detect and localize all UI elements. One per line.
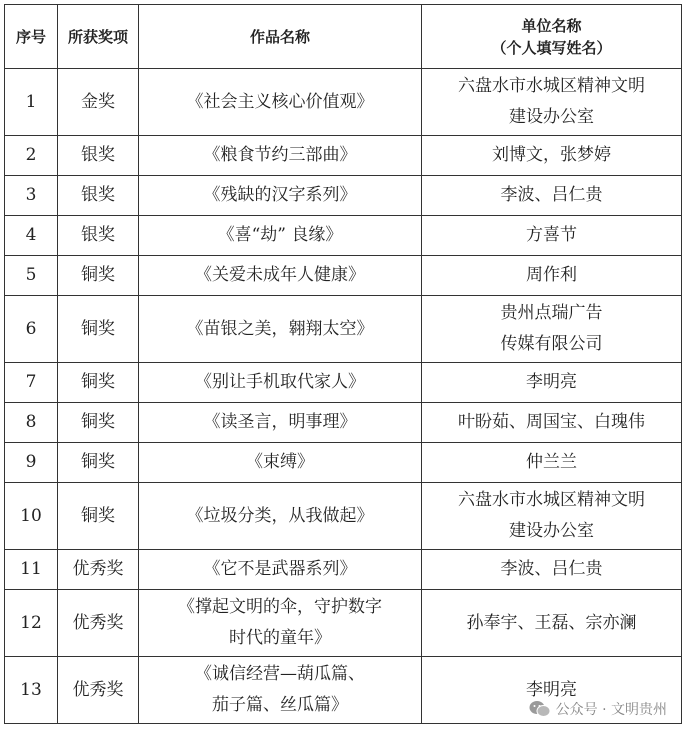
cell-unit-line: 建设办公室 <box>509 521 594 541</box>
cell-unit <box>422 443 682 483</box>
cell-award: 优秀奖 <box>58 550 139 590</box>
cell-award: 银奖 <box>58 176 139 216</box>
cell-unit-line: 建设办公室 <box>509 107 594 127</box>
table-row <box>5 176 682 216</box>
table-row <box>5 550 682 590</box>
cell-award: 优秀奖 <box>58 657 139 724</box>
cell-seq: 4 <box>5 216 58 256</box>
cell-award: 铜奖 <box>58 296 139 363</box>
cell-award: 铜奖 <box>58 256 139 296</box>
header-award: 所获奖项 <box>58 5 139 69</box>
cell-unit <box>422 590 682 657</box>
cell-unit-line: 方喜节 <box>526 225 577 245</box>
table-row <box>5 443 682 483</box>
table-row <box>5 296 682 363</box>
cell-seq: 13 <box>5 657 58 724</box>
header-unit-line2: （个人填写姓名） <box>491 38 612 57</box>
cell-unit-line: 贵州点瑞广告 <box>500 303 603 323</box>
cell-work <box>139 443 422 483</box>
watermark <box>529 699 667 719</box>
cell-seq: 8 <box>5 403 58 443</box>
table-body <box>5 69 682 724</box>
cell-award: 铜奖 <box>58 363 139 403</box>
cell-seq: 10 <box>5 483 58 550</box>
cell-work <box>139 403 422 443</box>
table-row <box>5 216 682 256</box>
cell-unit-line: 六盘水市水城区精神文明 <box>458 76 645 96</box>
cell-seq: 9 <box>5 443 58 483</box>
cell-work-line: 时代的童年》 <box>229 628 331 648</box>
cell-work <box>139 136 422 176</box>
cell-award: 铜奖 <box>58 443 139 483</box>
cell-seq: 2 <box>5 136 58 176</box>
cell-work-line: 《撑起文明的伞，守护数字 <box>178 597 382 617</box>
cell-work <box>139 216 422 256</box>
table-row <box>5 136 682 176</box>
cell-unit <box>422 216 682 256</box>
table-row <box>5 256 682 296</box>
cell-unit-line: 传媒有限公司 <box>500 334 603 354</box>
cell-work <box>139 590 422 657</box>
cell-work-line: 《别让手机取代家人》 <box>195 372 365 392</box>
table-row <box>5 403 682 443</box>
cell-work <box>139 69 422 136</box>
header-unit-line1: 单位名称 <box>521 16 582 35</box>
cell-award: 铜奖 <box>58 483 139 550</box>
cell-award: 金奖 <box>58 69 139 136</box>
cell-award: 优秀奖 <box>58 590 139 657</box>
cell-seq: 3 <box>5 176 58 216</box>
cell-unit <box>422 69 682 136</box>
cell-work-line: 《社会主义核心价值观》 <box>186 91 374 112</box>
award-table <box>4 4 682 724</box>
cell-award: 铜奖 <box>58 403 139 443</box>
cell-unit <box>422 403 682 443</box>
cell-work <box>139 363 422 403</box>
cell-work-line: 《关爱未成年人健康》 <box>195 265 365 285</box>
watermark-label: 公众号 · 文明贵州 <box>555 702 667 718</box>
cell-unit-line: 李明亮 <box>526 372 577 392</box>
cell-award: 银奖 <box>58 136 139 176</box>
cell-work-line: 茄子篇、丝瓜篇》 <box>212 695 348 715</box>
cell-work-line: 《垃圾分类，从我做起》 <box>186 505 374 526</box>
cell-work <box>139 296 422 363</box>
table-row <box>5 590 682 657</box>
header-work: 作品名称 <box>139 5 422 69</box>
cell-unit <box>422 136 682 176</box>
cell-unit-line: 叶盼茹、周国宝、白瑰伟 <box>458 412 645 432</box>
cell-seq: 7 <box>5 363 58 403</box>
header-unit <box>422 5 682 69</box>
cell-unit-line: 孙奉宇、王磊、宗亦澜 <box>466 612 637 633</box>
cell-seq: 6 <box>5 296 58 363</box>
cell-work <box>139 657 422 724</box>
cell-seq: 1 <box>5 69 58 136</box>
cell-work-line: 《残缺的汉字系列》 <box>203 185 357 205</box>
cell-unit <box>422 256 682 296</box>
cell-unit-line: 六盘水市水城区精神文明 <box>458 490 645 510</box>
cell-work <box>139 176 422 216</box>
header-seq: 序号 <box>5 5 58 69</box>
cell-seq: 5 <box>5 256 58 296</box>
cell-unit-line: 李波、吕仁贵 <box>500 559 603 579</box>
cell-unit <box>422 483 682 550</box>
cell-work-line: 《喜“劫” 良缘》 <box>217 225 343 245</box>
cell-unit <box>422 550 682 590</box>
cell-work-line: 《读圣言，明事理》 <box>203 412 357 432</box>
cell-work-line: 《束缚》 <box>246 452 314 472</box>
cell-work <box>139 550 422 590</box>
cell-unit-line: 仲兰兰 <box>526 452 577 472</box>
cell-unit-line: 刘博文，张梦婷 <box>492 145 611 165</box>
cell-work-line: 《粮食节约三部曲》 <box>203 145 357 165</box>
table-row <box>5 69 682 136</box>
wechat-icon <box>529 700 551 718</box>
cell-unit-line: 周作利 <box>526 265 577 285</box>
cell-unit <box>422 363 682 403</box>
cell-work <box>139 483 422 550</box>
cell-seq: 12 <box>5 590 58 657</box>
cell-work-line: 《诚信经营—葫瓜篇、 <box>195 664 365 684</box>
cell-work-line: 《苗银之美，翱翔太空》 <box>186 318 374 339</box>
table-header-row <box>5 5 682 69</box>
table-row <box>5 483 682 550</box>
cell-work-line: 《它不是武器系列》 <box>203 559 357 579</box>
cell-award: 银奖 <box>58 216 139 256</box>
table-row <box>5 363 682 403</box>
cell-seq: 11 <box>5 550 58 590</box>
cell-unit-line: 李波、吕仁贵 <box>500 185 603 205</box>
cell-work <box>139 256 422 296</box>
cell-unit-line: 李明亮 <box>526 679 577 700</box>
cell-unit <box>422 296 682 363</box>
cell-unit <box>422 176 682 216</box>
